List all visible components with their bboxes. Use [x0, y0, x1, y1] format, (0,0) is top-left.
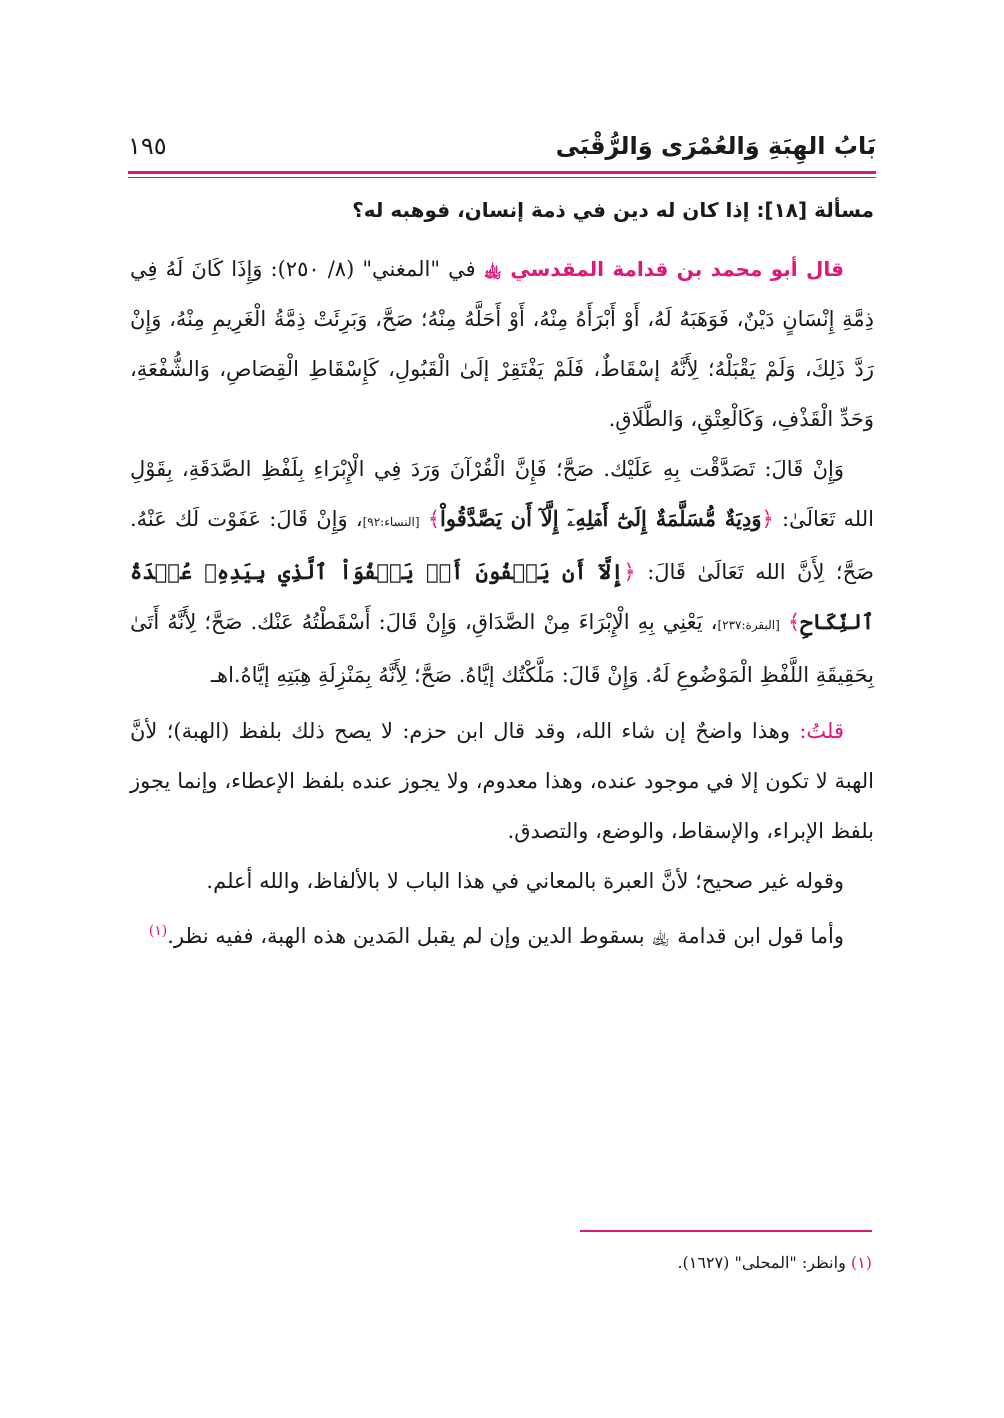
footnote-marker[interactable]: (١)	[148, 923, 168, 939]
ayah-close-bracket-icon: ﴾	[427, 507, 441, 531]
question-text: إذا كان له دين في ذمة إنسان، فوهبه له؟	[352, 198, 750, 222]
header-rule-thin	[128, 177, 876, 178]
chapter-title: بَابُ الهِبَةِ وَالعُمْرَى وَالرُّقْبَى	[555, 132, 876, 160]
footnote-rule	[580, 1230, 872, 1232]
comment-paragraph-2	[130, 856, 874, 906]
quote-paragraph-1	[130, 244, 874, 444]
quote-text-2b: ، وَإِنْ قَالَ: عَفَوْت لَك عَنْهُ. صَحَّ؛ لِأَنَّ الله تَعَالَىٰ قَالَ:	[130, 507, 874, 584]
header-rule-thick	[128, 171, 876, 174]
ayah-open-bracket-icon: ﴿	[623, 560, 636, 584]
page-number: ١٩٥	[128, 132, 167, 160]
ayah-1: وَدِيَةٌ مُّسَلَّمَةٌ إِلَىٰٓ أَهۡلِهِۦٓ إِلَّآ أَن يَصَّدَّقُواْ	[440, 506, 762, 531]
qultu-label: قلتُ:	[799, 719, 844, 743]
ayah-open-bracket-icon: ﴿	[761, 507, 774, 531]
quote-author: قال أبو محمد بن قدامة المقدسي ﵀	[483, 257, 844, 281]
quote-paragraph-2	[130, 444, 874, 700]
quote-source: في "المغني" (٨/ ٢٥٠):	[270, 257, 476, 281]
question-label: مسألة [١٨]:	[756, 198, 874, 222]
comment-text-1: وهذا واضحٌ إن شاء الله، وقد قال ابن حزم: لا يصح ذلك بلفظ (الهبة)؛ لأنَّ الهبة لا تكون إلا في موجود عنده، وهذا معدوم، ولا يجوز عنده بلفظ الإعطاء، وإنما يجوز بلفظ الإبراء، والإسقاط، والوضع، والتصدق.	[130, 719, 874, 843]
question-heading	[130, 190, 874, 230]
comment-paragraph-1	[130, 706, 874, 856]
main-content	[130, 190, 874, 961]
quote-text-2a: وَإِنْ قَالَ: تَصَدَّقْت بِهِ عَلَيْك. صَحَّ؛ فَإِنَّ الْقُرْآنَ وَرَدَ فِي الْإِبْرَاءِ بِلَفْظِ الصَّدَقَةِ، بِقَوْلِ الله تَعَالَىٰ:	[130, 457, 874, 531]
quote-text-1: وَإِذَا كَانَ لَهُ فِي ذِمَّةِ إِنْسَانٍ دَيْنٌ، فَوَهَبَهُ لَهُ، أَوْ أَبْرَأَهُ مِنْهُ، أَوْ أَحَلَّهُ مِنْهُ؛ صَحَّ، وَبَرِئَتْ ذِمَّةُ الْغَرِيمِ مِنْهُ، وَإِنْ رَدَّ ذَلِكَ، وَلَمْ يَقْبَلْهُ؛ لِأَنَّهُ إسْقَاطٌ، فَلَمْ يَفْتَقِرْ إلَىٰ الْقَبُولِ، كَإِسْقَاطِ الْقِصَاصِ، وَالشُّفْعَةِ، وَحَدِّ الْقَذْفِ، وَكَالْعِتْقِ، وَالطَّلَاقِ.	[130, 257, 874, 431]
comment-text-3: وأما قول ابن قدامة ﵀ بسقوط الدين وإن لم يقبل المَدين هذه الهبة، ففيه نظر.	[167, 924, 844, 948]
ayah-2-reference: [البقرة:٢٣٧]	[717, 618, 780, 632]
page-header	[128, 128, 876, 168]
comment-text-2: وقوله غير صحيح؛ لأنَّ العبرة بالمعاني في هذا الباب لا بالألفاظ، والله أعلم.	[206, 869, 844, 893]
footnote	[677, 1248, 872, 1278]
comment-paragraph-3	[130, 906, 874, 961]
ayah-1-reference: [النساء:٩٢]	[362, 515, 420, 529]
quote-text-2c: ، يَعْنِي بِهِ الْإِبْرَاءَ مِنْ الصَّدَاقِ، وَإِنْ قَالَ: أَسْقَطْتُهُ عَنْك. صَحَّ؛ لِأَنَّهُ أَتَىٰ بِحَقِيقَةِ اللَّفْظِ الْمَوْضُوعِ لَهُ. وَإِنْ قَالَ: مَلَّكْتُك إيَّاهُ. صَحَّ؛ لِأَنَّهُ بِمَنْزِلَةِ هِبَتِهِ إيَّاهُ.اهـ	[130, 610, 874, 687]
footnote-text: وانظر: "المحلى" (١٦٢٧).	[677, 1253, 846, 1272]
ayah-close-bracket-icon: ﴾	[787, 610, 801, 634]
ayah-2: إِلَّآ أَن يَعۡفُونَ أَوۡ يَعۡفُوَاْ ٱلَّذِي بِيَدِهِۦ عُقۡدَةُ ٱلنِّكَاحِ	[130, 559, 875, 634]
footnote-number: (١)	[850, 1253, 872, 1272]
